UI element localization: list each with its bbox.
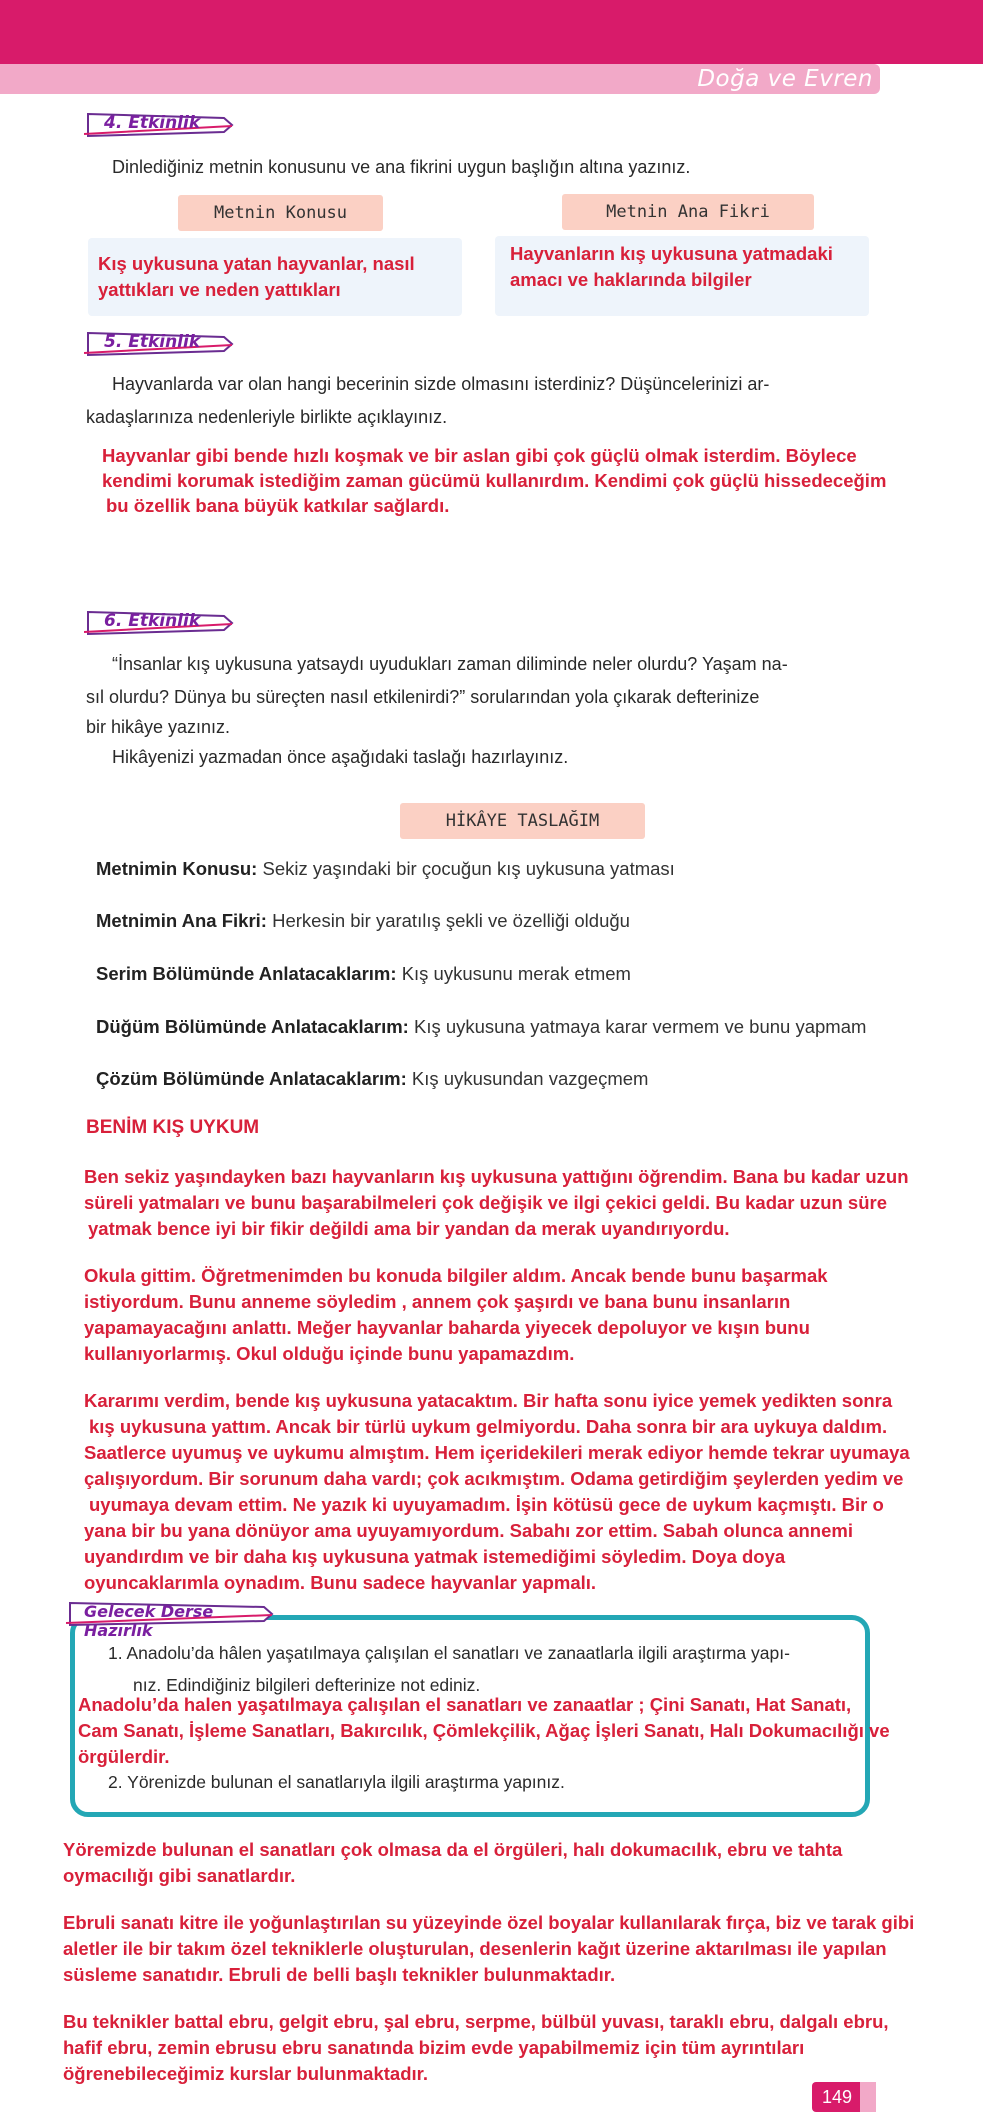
next-item1-answer: [78, 1692, 890, 1770]
next-lesson-badge: [66, 1598, 276, 1640]
topic-answer: [98, 251, 415, 303]
draft-conflict-row: [96, 1016, 866, 1038]
story-paragraph-1: [84, 1164, 909, 1242]
final-line: öğrenebileceğimiz kurslar bulunmaktadır.: [63, 2063, 428, 2084]
page-number: 149: [812, 2082, 862, 2112]
final-paragraph-3: [63, 2009, 889, 2087]
activity5-answer: [102, 443, 886, 518]
story-line: çalışıyordum. Bir sorunum daha vardı; çok acıkmıştım. Odama getirdiğim şeylerden yedim ve: [84, 1468, 904, 1489]
next-lesson-badge-label: Gelecek Derse Hazırlık: [84, 1602, 214, 1640]
draft-value: Kış uykusundan vazgeçmem: [411, 1068, 649, 1089]
answer-line: Anadolu’da halen yaşatılmaya çalışılan el sanatları ve zanaatlar ; Çini Sanatı, Hat Sanatı,: [78, 1694, 852, 1715]
draft-topic-row: [96, 858, 675, 880]
activity6-prompt-line2: sıl olurdu? Dünya bu süreçten nasıl etkilenirdi?” sorularından yola çıkarak defterinize: [86, 687, 760, 707]
main-idea-answer: [510, 241, 833, 293]
answer-line: kendimi korumak istediğim zaman gücümü kullanırdım. Kendimi çok güçlü hissedeceğim: [102, 470, 887, 491]
draft-value: Kış uykusuna yatmaya karar vermem ve bunu yapmam: [413, 1016, 867, 1037]
main-idea-answer-line: amacı ve haklarında bilgiler: [510, 269, 752, 290]
story-line: Okula gittim. Öğretmenimden bu konuda bilgiler aldım. Ancak bende bunu başarmak: [84, 1265, 828, 1286]
final-line: aletler ile bir takım özel tekniklerle oluşturulan, desenlerin kağıt üzerine aktarılması ile yapılan: [63, 1938, 887, 1959]
final-line: süsleme sanatıdır. Ebruli de belli başlı teknikler bulunmaktadır.: [63, 1964, 616, 1985]
activity4-badge: [84, 110, 234, 140]
draft-value: Kış uykusunu merak etmem: [401, 963, 631, 984]
topic-label: Metnin Konusu: [178, 195, 383, 231]
answer-line: bu özellik bana büyük katkılar sağlardı.: [106, 495, 450, 516]
activity6-prompt-line4: Hikâyenizi yazmadan önce aşağıdaki taslağı hazırlayınız.: [112, 747, 569, 767]
story-line: süreli yatmaları ve bunu başarabilmeleri çok değişik ve ilgi çekici geldi. Bu kadar uzun süre: [84, 1192, 888, 1213]
activity5-question-line2: kadaşlarınıza nedenleriyle birlikte açıklayınız.: [86, 407, 448, 427]
activity6-prompt-line3: bir hikâye yazınız.: [86, 717, 231, 737]
next-item1-line2: nız. Edindiğiniz bilgileri defterinize not ediniz.: [133, 1675, 481, 1695]
activity5-badge-label: 5. Etkinlik: [104, 332, 201, 352]
activity5-question-line1: Hayvanlarda var olan hangi becerinin sizde olmasını isterdiniz? Düşüncelerinizi ar-: [112, 374, 770, 394]
story-line: kış uykusuna yattım. Ancak bir türlü uykum gelmiyordu. Daha sonra bir ara uykuya daldım.: [89, 1416, 888, 1437]
activity4-badge-label: 4. Etkinlik: [104, 113, 201, 133]
topic-answer-line: Kış uykusuna yatan hayvanlar, nasıl: [98, 253, 415, 274]
draft-label: Düğüm Bölümünde Anlatacaklarım:: [96, 1016, 409, 1037]
draft-label: Metnimin Ana Fikri:: [96, 910, 267, 931]
activity6-badge-label: 6. Etkinlik: [104, 611, 201, 631]
next-item1-line1: 1. Anadolu’da hâlen yaşatılmaya çalışılan el sanatları ve zanaatlarla ilgili araştırma yapı-: [108, 1643, 790, 1663]
story-line: istiyordum. Bunu anneme söyledim , annem çok şaşırdı ve bana bunu insanların: [84, 1291, 791, 1312]
next-item2: 2. Yörenizde bulunan el sanatlarıyla ilgili araştırma yapınız.: [108, 1772, 565, 1792]
story-line: kullanıyorlarmış. Okul olduğu içinde bunu yapamazdım.: [84, 1343, 575, 1364]
story-line: yapamayacağını anlattı. Meğer hayvanlar baharda yiyecek depoluyor ve kışın bunu: [84, 1317, 810, 1338]
activity6-badge: [84, 608, 234, 638]
story-line: yana bir bu yana dönüyor ama uyuyamıyordum. Sabahı zor ettim. Sabah olunca annemi: [84, 1520, 853, 1541]
draft-label: Çözüm Bölümünde Anlatacaklarım:: [96, 1068, 407, 1089]
draft-intro-row: [96, 963, 631, 985]
draft-title: HİKÂYE TASLAĞIM: [400, 803, 645, 839]
main-idea-label: Metnin Ana Fikri: [562, 194, 814, 230]
answer-line: Cam Sanatı, İşleme Sanatları, Bakırcılık, Çömlekçilik, Ağaç İşleri Sanatı, Halı Dokumacılığı ve: [78, 1720, 890, 1741]
story-line: Saatlerce uyumuş ve uykumu almıştım. Hem içeridekileri merak ediyor hemde tekrar uyumaya: [84, 1442, 910, 1463]
activity5-badge: [84, 329, 234, 359]
story-line: yatmak bence iyi bir fikir değildi ama bir yandan da merak uyandırıyordu.: [88, 1218, 730, 1239]
final-paragraph-2: [63, 1910, 914, 1988]
unit-title: Doğa ve Evren: [697, 66, 873, 92]
header-band: [0, 0, 983, 64]
answer-line: örgülerdir.: [78, 1746, 170, 1767]
final-line: hafif ebru, zemin ebrusu ebru sanatında bizim evde yapabilmemiz için tüm ayrıntıları: [63, 2037, 805, 2058]
draft-value: Herkesin bir yaratılış şekli ve özelliği olduğu: [272, 910, 630, 931]
page-number-tab: [860, 2082, 876, 2112]
final-line: Ebruli sanatı kitre ile yoğunlaştırılan su yüzeyinde özel boyalar kullanılarak fırça, biz ve tarak gibi: [63, 1912, 915, 1933]
story-line: uyandırdım ve bir daha kış uykusuna yatmak istemediğimi söyledim. Doya doya: [84, 1546, 786, 1567]
story-line: uyumaya devam ettim. Ne yazık ki uyuyamadım. İşin kötüsü gece de uykum kaçmıştı. Bir o: [89, 1494, 884, 1515]
story-title: BENİM KIŞ UYKUM: [86, 1117, 260, 1138]
story-paragraph-3: [84, 1388, 910, 1596]
final-line: Yöremizde bulunan el sanatları çok olmasa da el örgüleri, halı dokumacılık, ebru ve tahta: [63, 1839, 843, 1860]
draft-label: Metnimin Konusu:: [96, 858, 258, 879]
story-line: Kararımı verdim, bende kış uykusuna yatacaktım. Bir hafta sonu iyice yemek yedikten sonra: [84, 1390, 893, 1411]
activity6-prompt-line1: “İnsanlar kış uykusuna yatsaydı uyudukları zaman diliminde neler olurdu? Yaşam na-: [112, 654, 788, 674]
draft-resolution-row: [96, 1068, 648, 1090]
topic-answer-line: yattıkları ve neden yattıkları: [98, 279, 341, 300]
final-line: oymacılığı gibi sanatlardır.: [63, 1865, 296, 1886]
draft-value: Sekiz yaşındaki bir çocuğun kış uykusuna yatması: [262, 858, 675, 879]
story-line: Ben sekiz yaşındayken bazı hayvanların kış uykusuna yattığını öğrendim. Bana bu kadar uzun: [84, 1166, 909, 1187]
final-line: Bu teknikler battal ebru, gelgit ebru, şal ebru, serpme, bülbül yuvası, taraklı ebru, dalgalı ebru,: [63, 2011, 889, 2032]
story-paragraph-2: [84, 1263, 828, 1367]
draft-main-idea-row: [96, 910, 630, 932]
activity4-instruction: Dinlediğiniz metnin konusunu ve ana fikrini uygun başlığın altına yazınız.: [112, 157, 691, 177]
final-paragraph-1: [63, 1837, 842, 1889]
answer-line: Hayvanlar gibi bende hızlı koşmak ve bir aslan gibi çok güçlü olmak isterdim. Böylece: [102, 445, 857, 466]
draft-label: Serim Bölümünde Anlatacaklarım:: [96, 963, 397, 984]
story-line: oyuncaklarımla oynadım. Bunu sadece hayvanlar yapmalı.: [84, 1572, 597, 1593]
main-idea-answer-line: Hayvanların kış uykusuna yatmadaki: [510, 243, 833, 264]
